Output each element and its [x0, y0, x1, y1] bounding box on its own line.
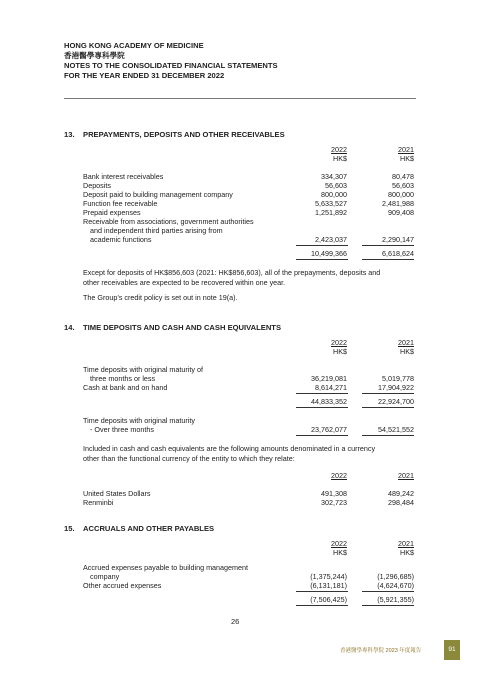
subtotal-rule — [296, 407, 348, 408]
col-unit-2021: HK$ — [400, 548, 414, 557]
subtotal-2022: 44,833,352 — [311, 397, 347, 406]
row-value-2022: 5,633,527 — [315, 199, 347, 208]
total-rule — [296, 259, 348, 260]
col-unit-2022: HK$ — [333, 347, 347, 356]
document-header — [64, 41, 278, 81]
col-unit-2021: HK$ — [400, 347, 414, 356]
subtotal-rule — [362, 591, 414, 592]
row-value-2021: 489,242 — [388, 489, 414, 498]
col-year-2021: 2021 — [398, 145, 414, 154]
row-value-2021: 298,484 — [388, 498, 414, 507]
row-value-2021: 17,904,922 — [378, 383, 414, 392]
row-value-2022: 23,762,077 — [311, 425, 347, 434]
row-label: Deposits — [83, 181, 111, 190]
total-rule — [296, 605, 348, 606]
row-value-2021: 80,478 — [392, 172, 414, 181]
row-value-2022: 334,307 — [321, 172, 347, 181]
page-number: 26 — [231, 617, 240, 626]
col-year-2022: 2022 — [331, 539, 347, 548]
row-value-2021: 2,290,147 — [382, 235, 414, 244]
row-value-2022: 491,308 — [321, 489, 347, 498]
row-label: Time deposits with original maturity of — [83, 365, 203, 374]
subtotal-rule — [362, 393, 414, 394]
subtotal-rule — [362, 245, 414, 246]
row-label: Bank interest receivables — [83, 172, 164, 181]
subtotal-rule — [296, 393, 348, 394]
row-value-2022: 2,423,037 — [315, 235, 347, 244]
currency-note: Included in cash and cash equivalents are the following amounts denominated in a currency other than the functional currency of the entity to which they relate: — [83, 444, 376, 463]
row-value-2022: 1,251,892 — [315, 208, 347, 217]
row-label: Accrued expenses payable to building management — [83, 563, 249, 572]
row-label: academic functions — [90, 235, 152, 244]
row-label: Function fee receivable — [83, 199, 158, 208]
total-rule — [362, 259, 414, 260]
header-divider — [64, 98, 416, 99]
col-year-2021: 2021 — [398, 471, 414, 480]
total-rule — [362, 435, 414, 436]
row-label: Prepaid expenses — [83, 208, 141, 217]
footer-page-tab: 91 — [444, 640, 460, 660]
total-2022: 10,499,366 — [311, 249, 347, 258]
note-paragraph: Except for deposits of HK$856,603 (2021: HK$856,603), all of the prepayments, deposits and other receivables are expected to be recovered within one year. — [83, 268, 381, 287]
row-value-2022: 302,723 — [321, 498, 347, 507]
org-name-chinese: 香港醫學專科學院 — [64, 51, 125, 60]
col-unit-2022: HK$ — [333, 154, 347, 163]
row-label: Renminbi — [83, 498, 114, 507]
row-label: and independent third parties arising from — [90, 226, 223, 235]
col-unit-2021: HK$ — [400, 154, 414, 163]
row-label: Other accrued expenses — [83, 581, 162, 590]
col-year-2022: 2022 — [331, 338, 347, 347]
subtotal-rule — [296, 245, 348, 246]
credit-policy-note: The Group’s credit policy is set out in note 19(a). — [83, 293, 238, 302]
col-year-2021: 2021 — [398, 338, 414, 347]
total-2021: 6,618,624 — [382, 249, 414, 258]
col-unit-2022: HK$ — [333, 548, 347, 557]
row-label: Receivable from associations, government authorities — [83, 217, 254, 226]
col-year-2022: 2022 — [331, 145, 347, 154]
total-rule — [296, 435, 348, 436]
row-value-2022: 8,614,271 — [315, 383, 347, 392]
subtotal-rule — [362, 407, 414, 408]
row-label: Deposit paid to building management company — [83, 190, 233, 199]
org-name: HONG KONG ACADEMY OF MEDICINE — [64, 41, 204, 50]
period-title: FOR THE YEAR ENDED 31 DECEMBER 2022 — [64, 71, 225, 80]
subtotal-rule — [296, 591, 348, 592]
row-value-2021: (1,296,685) — [377, 572, 414, 581]
row-value-2021: 2,481,988 — [382, 199, 414, 208]
total-rule — [362, 605, 414, 606]
row-value-2021: 54,521,552 — [378, 425, 414, 434]
row-label: Cash at bank and on hand — [83, 383, 168, 392]
row-value-2021: 5,019,778 — [382, 374, 414, 383]
row-value-2021: (4,624,670) — [377, 581, 414, 590]
subtotal-2021: 22,924,700 — [378, 397, 414, 406]
row-label: three months or less — [90, 374, 156, 383]
total-2022: (7,506,425) — [310, 595, 347, 604]
col-year-2021: 2021 — [398, 539, 414, 548]
row-label: company — [90, 572, 120, 581]
row-value-2022: 56,603 — [325, 181, 347, 190]
notes-title: NOTES TO THE CONSOLIDATED FINANCIAL STATEMENTS — [64, 61, 278, 70]
row-value-2021: 800,000 — [388, 190, 414, 199]
row-value-2022: 36,219,081 — [311, 374, 347, 383]
row-label: - Over three months — [90, 425, 154, 434]
row-value-2021: 909,408 — [388, 208, 414, 217]
footer-report-title: 香港醫學專科學院 2023 年度報告 — [340, 648, 422, 654]
row-value-2022: (6,131,181) — [310, 581, 347, 590]
total-2021: (5,921,355) — [377, 595, 414, 604]
row-label: United States Dollars — [83, 489, 151, 498]
row-value-2021: 56,603 — [392, 181, 414, 190]
row-value-2022: (1,375,244) — [310, 572, 347, 581]
col-year-2022: 2022 — [331, 471, 347, 480]
row-value-2022: 800,000 — [321, 190, 347, 199]
row-label: Time deposits with original maturity — [83, 416, 195, 425]
